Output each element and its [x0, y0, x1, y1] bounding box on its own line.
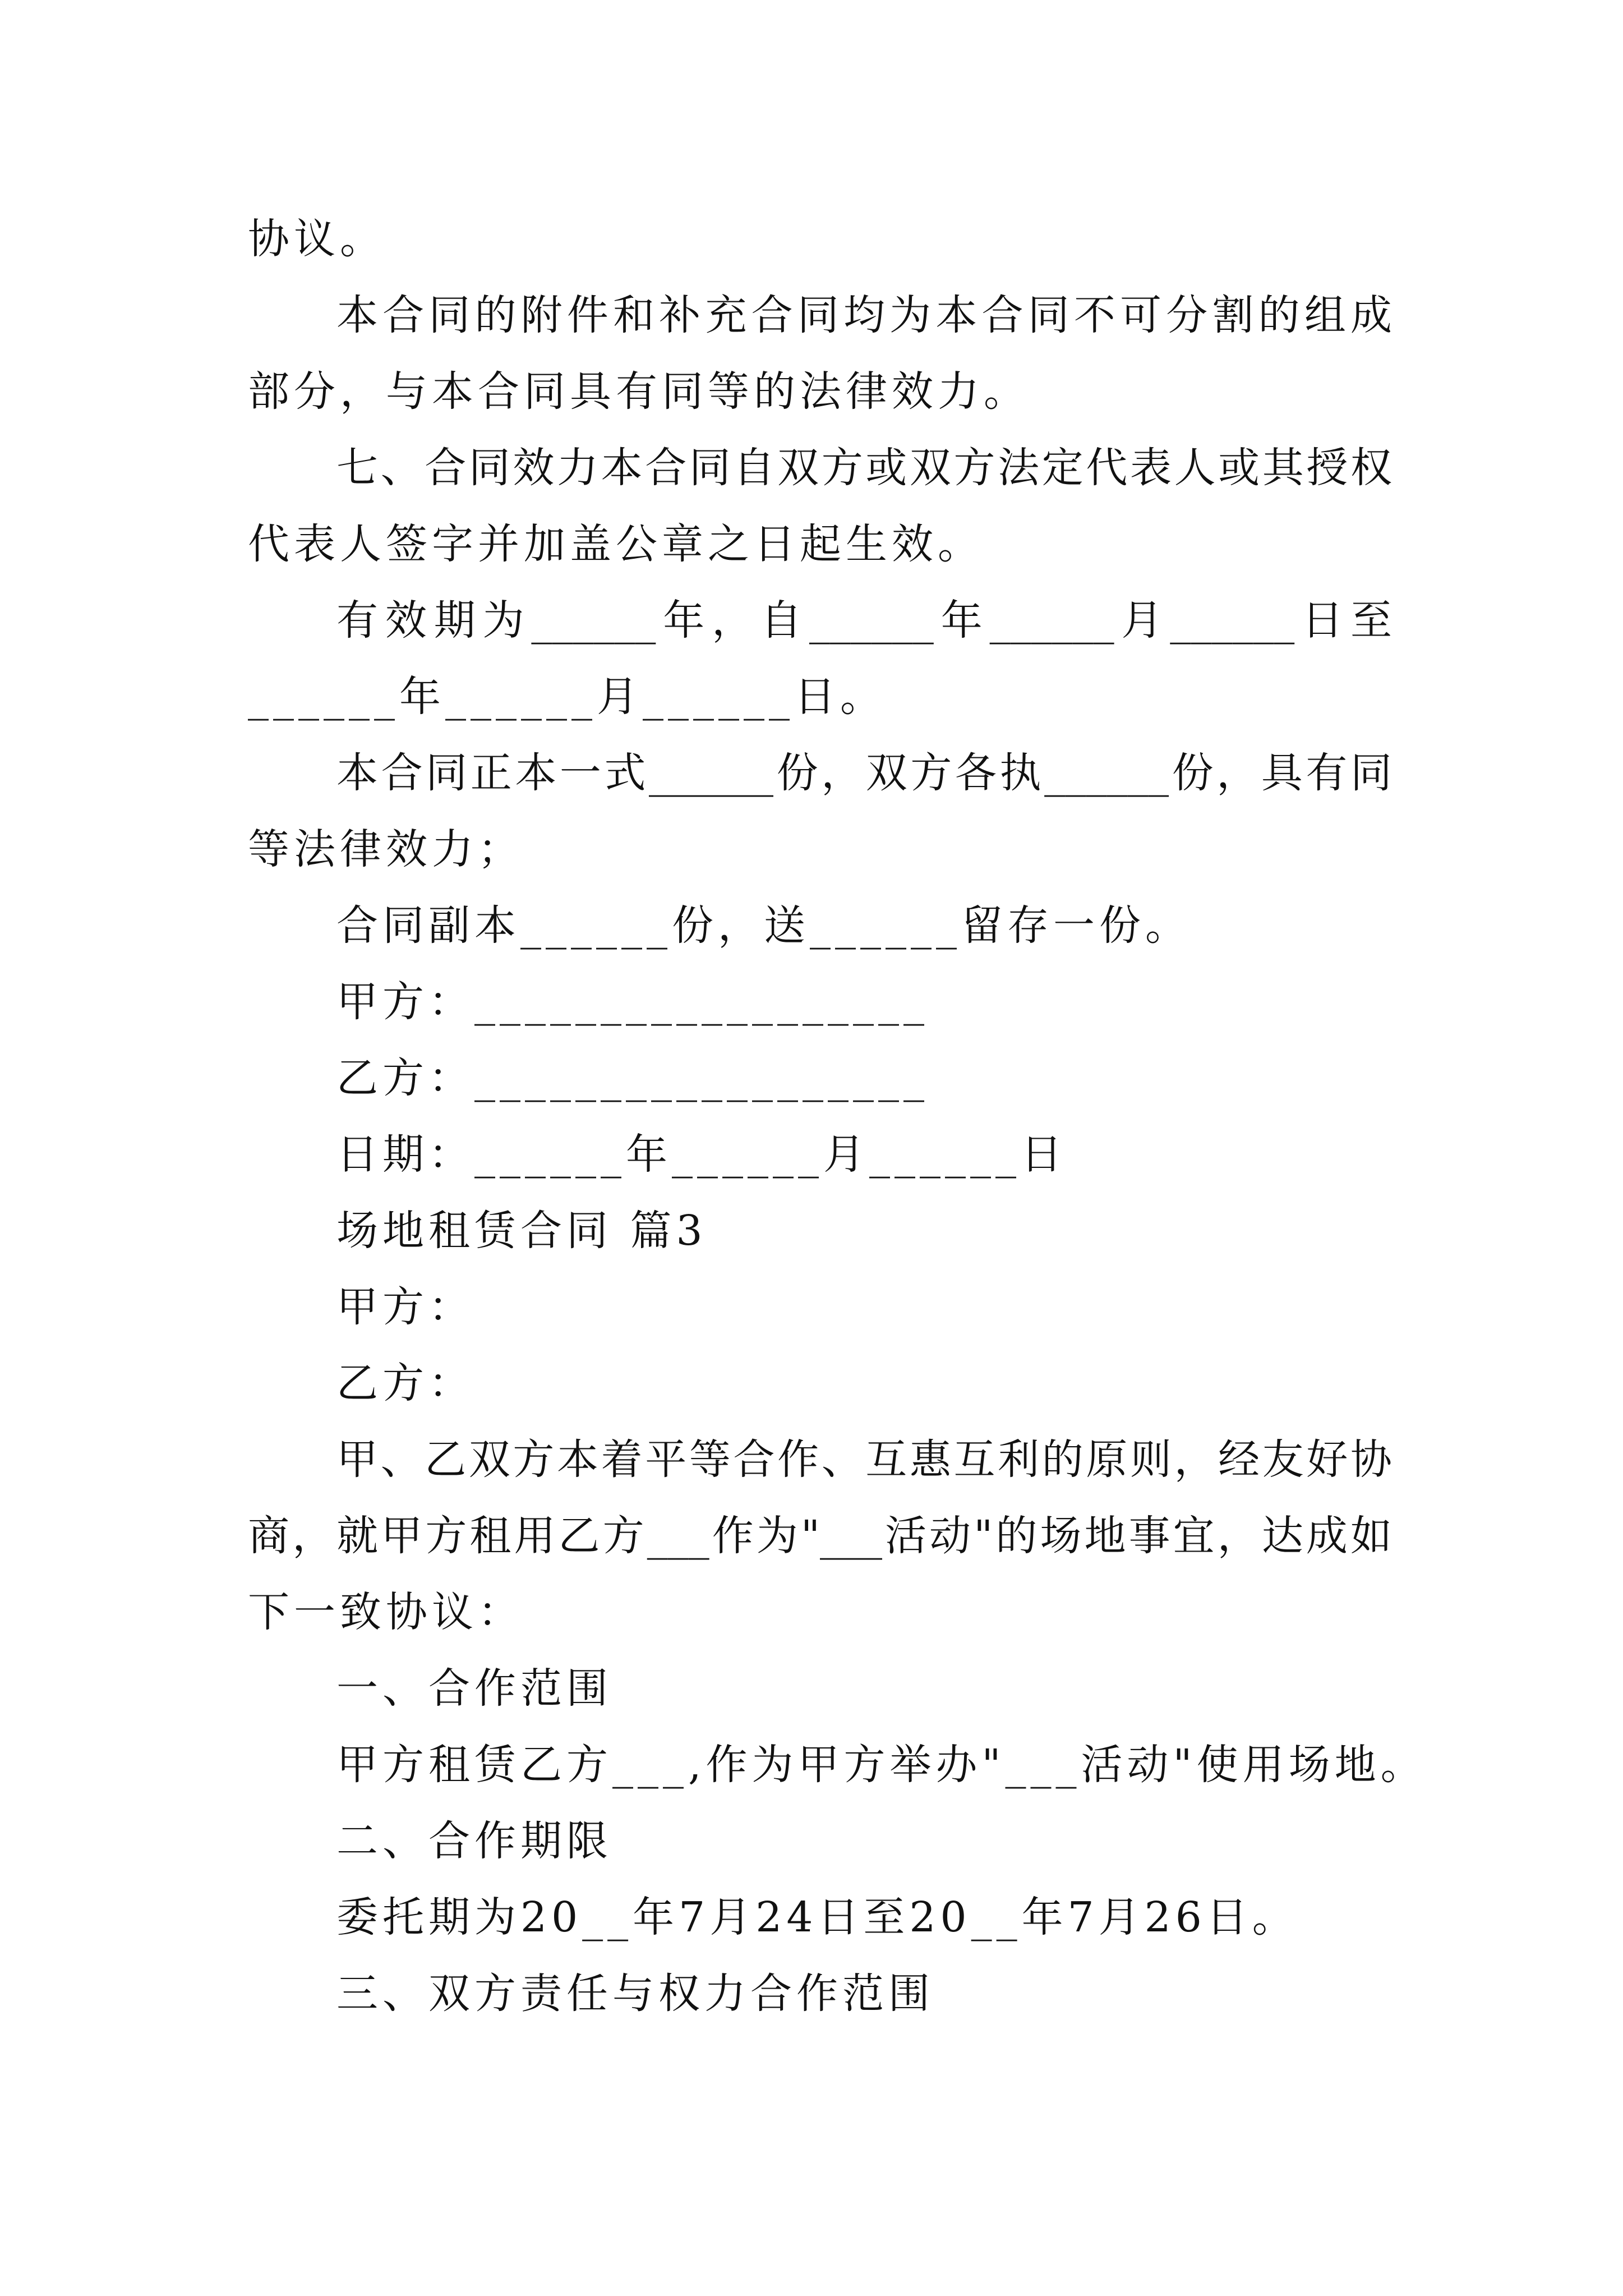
paragraph-line: 七、合同效力本合同自双方或双方法定代表人或其授权: [336, 444, 1392, 492]
party-b-label: 乙方：: [336, 1359, 474, 1407]
paragraph-line: 甲方租赁乙方___,作为甲方举办"___活动"使用场地。: [336, 1741, 1427, 1789]
party-a-label: 甲方：: [336, 1283, 474, 1331]
clause-heading: 三、双方责任与权力合作范围: [336, 1970, 934, 2018]
paragraph-line: 委托期为20__年7月24日至20__年7月26日。: [336, 1893, 1298, 1941]
signature-line-party-a: 甲方：__________________: [336, 978, 929, 1026]
paragraph-line: 本合同的附件和补充合同均为本合同不可分割的组成: [336, 291, 1392, 339]
paragraph-line: 商，就甲方租用乙方___作为"___活动"的场地事宜，达成如: [248, 1512, 1392, 1560]
clause-heading: 二、合作期限: [336, 1817, 612, 1865]
paragraph-line: 代表人签字并加盖公章之日起生效。: [248, 520, 984, 568]
paragraph-line: 合同副本______份，送______留存一份。: [336, 901, 1191, 950]
paragraph-line: 甲、乙双方本着平等合作、互惠互利的原则，经友好协: [336, 1435, 1392, 1484]
paragraph-line: 部分，与本合同具有同等的法律效力。: [248, 367, 1030, 416]
section-title: 场地租赁合同 篇3: [336, 1207, 707, 1255]
signature-line-party-b: 乙方：__________________: [336, 1054, 929, 1102]
paragraph-line: 本合同正本一式______份，双方各执______份，具有同: [336, 749, 1392, 797]
paragraph-line: ______年______月______日。: [248, 673, 886, 721]
paragraph-line: 等法律效力；: [248, 825, 524, 873]
paragraph-line: 有效期为______年，自______年______月______日至: [336, 596, 1392, 645]
date-line: 日期：______年______月______日: [336, 1130, 1067, 1179]
paragraph-line: 下一致协议：: [248, 1588, 524, 1636]
clause-heading: 一、合作范围: [336, 1664, 612, 1713]
paragraph-line: 协议。: [248, 215, 386, 263]
